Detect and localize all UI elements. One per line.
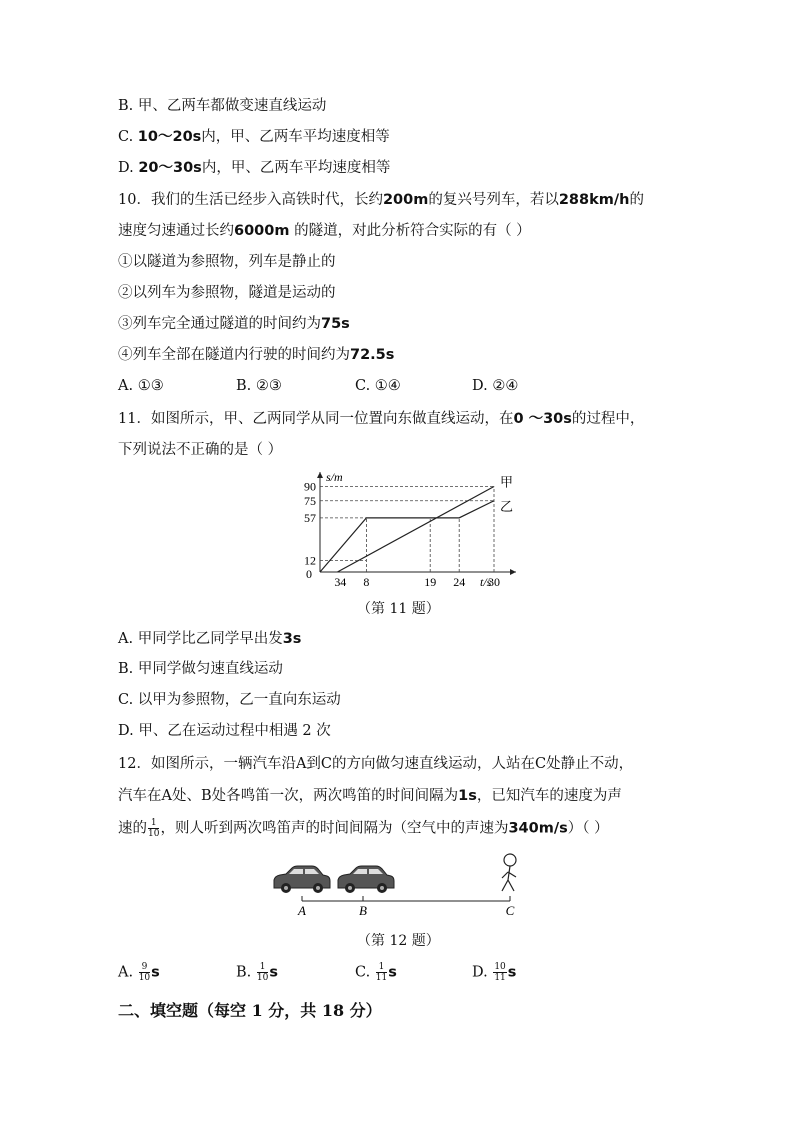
y-tick-label: 57 <box>304 510 316 525</box>
q11-figure-caption: （第 11 题） <box>357 601 440 617</box>
q12-stem-line1: 12．如图所示，一辆汽车沿A到C的方向做匀速直线运动，人站在C处静止不动， <box>118 756 634 772</box>
y-axis-label: s/m <box>326 470 343 484</box>
q12-stem-line3: 速的 $\frac{1}{10}$ ，则人听到两次鸣笛声的时间间隔为（空气中的声速为340m/s）（ ） <box>118 818 609 839</box>
q11-option-d: D. 甲、乙在运动过程中相遇 2 次 <box>118 723 331 739</box>
q12-cars-figure <box>268 850 528 920</box>
y-tick-label: 12 <box>304 553 316 568</box>
x-tick-label: 8 <box>363 575 370 589</box>
q12-stem-line2: 汽车在A处、B处各鸣笛一次，两次鸣笛的时间间隔为1s，已知汽车的速度为声 <box>118 788 622 804</box>
origin-label: 0 <box>306 567 312 581</box>
q12-option-c: C. $\frac{1}{11}$ s <box>355 962 397 983</box>
y-axis-arrow <box>317 472 323 478</box>
q9-option-d: D. 20～30s内，甲、乙两车平均速度相等 <box>118 160 391 176</box>
person-icon <box>502 854 516 891</box>
fraction: $\frac{1}{10}$ <box>148 818 160 839</box>
q10-statement-1: ①以隧道为参照物，列车是静止的 <box>118 254 336 270</box>
q10-statement-3: ③列车完全通过隧道的时间约为75s <box>118 316 350 332</box>
q10-stem-line1: 10．我们的生活已经步入高铁时代，长约200m的复兴号列车，若以288km/h的 <box>118 192 644 208</box>
q9-option-b: B. 甲、乙两车都做变速直线运动 <box>118 98 327 114</box>
q9-option-c: C. 10～20s内，甲、乙两车平均速度相等 <box>118 129 390 145</box>
q10-option-d: D. ②④ <box>472 378 519 394</box>
x-axis-label: t/s <box>480 575 492 589</box>
q12-figure-caption: （第 12 题） <box>357 933 440 949</box>
x-tick-label: 19 <box>424 575 437 589</box>
q10-statement-4: ④列车全部在隧道内行驶的时间约为72.5s <box>118 347 395 363</box>
q12-option-a: A. $\frac{9}{10}$ s <box>118 962 160 983</box>
q11-stem-line1: 11．如图所示，甲、乙两同学从同一位置向东做直线运动，在0 ～30s的过程中， <box>118 411 645 427</box>
q12-option-d: D. $\frac{10}{11}$ s <box>472 962 517 983</box>
label-a: A <box>298 903 306 918</box>
q11-option-b: B. 甲同学做匀速直线运动 <box>118 661 283 677</box>
q10-stem-line2: 速度匀速通过长约6000m 的隧道，对此分析符合实际的有（ ） <box>118 223 531 239</box>
x-tick-label: 30 <box>488 575 500 589</box>
y-tick-label: 75 <box>304 493 316 508</box>
x-tick-label: 24 <box>453 575 466 589</box>
x-tick-label: 3 <box>334 575 341 589</box>
series-line-1 <box>320 501 494 572</box>
q10-statement-2: ②以列车为参照物，隧道是运动的 <box>118 285 336 301</box>
q10-option-a: A. ①③ <box>118 378 164 394</box>
series-line-0 <box>337 487 494 573</box>
car-b-icon <box>338 866 394 893</box>
label-c: C <box>505 903 515 918</box>
car-a-icon <box>274 866 330 893</box>
q11-option-a: A. 甲同学比乙同学早出发3s <box>118 631 302 647</box>
q11-option-c: C. 以甲为参照物，乙一直向东运动 <box>118 692 341 708</box>
q11-stem-line2: 下列说法不正确的是（ ） <box>118 442 283 458</box>
q10-option-b: B. ②③ <box>236 378 282 394</box>
q12-option-b: B. $\frac{1}{10}$ s <box>236 962 278 983</box>
q10-option-c: C. ①④ <box>355 378 401 394</box>
x-tick-label: 4 <box>340 575 347 589</box>
section-heading: 二、填空题（每空 1 分，共 18 分） <box>118 1001 382 1020</box>
x-axis-arrow <box>510 569 516 575</box>
series-label: 乙 <box>500 498 514 514</box>
label-b: B <box>359 903 367 918</box>
q11-st-graph <box>290 468 520 590</box>
series-label: 甲 <box>500 474 514 490</box>
y-tick-label: 90 <box>304 479 316 494</box>
